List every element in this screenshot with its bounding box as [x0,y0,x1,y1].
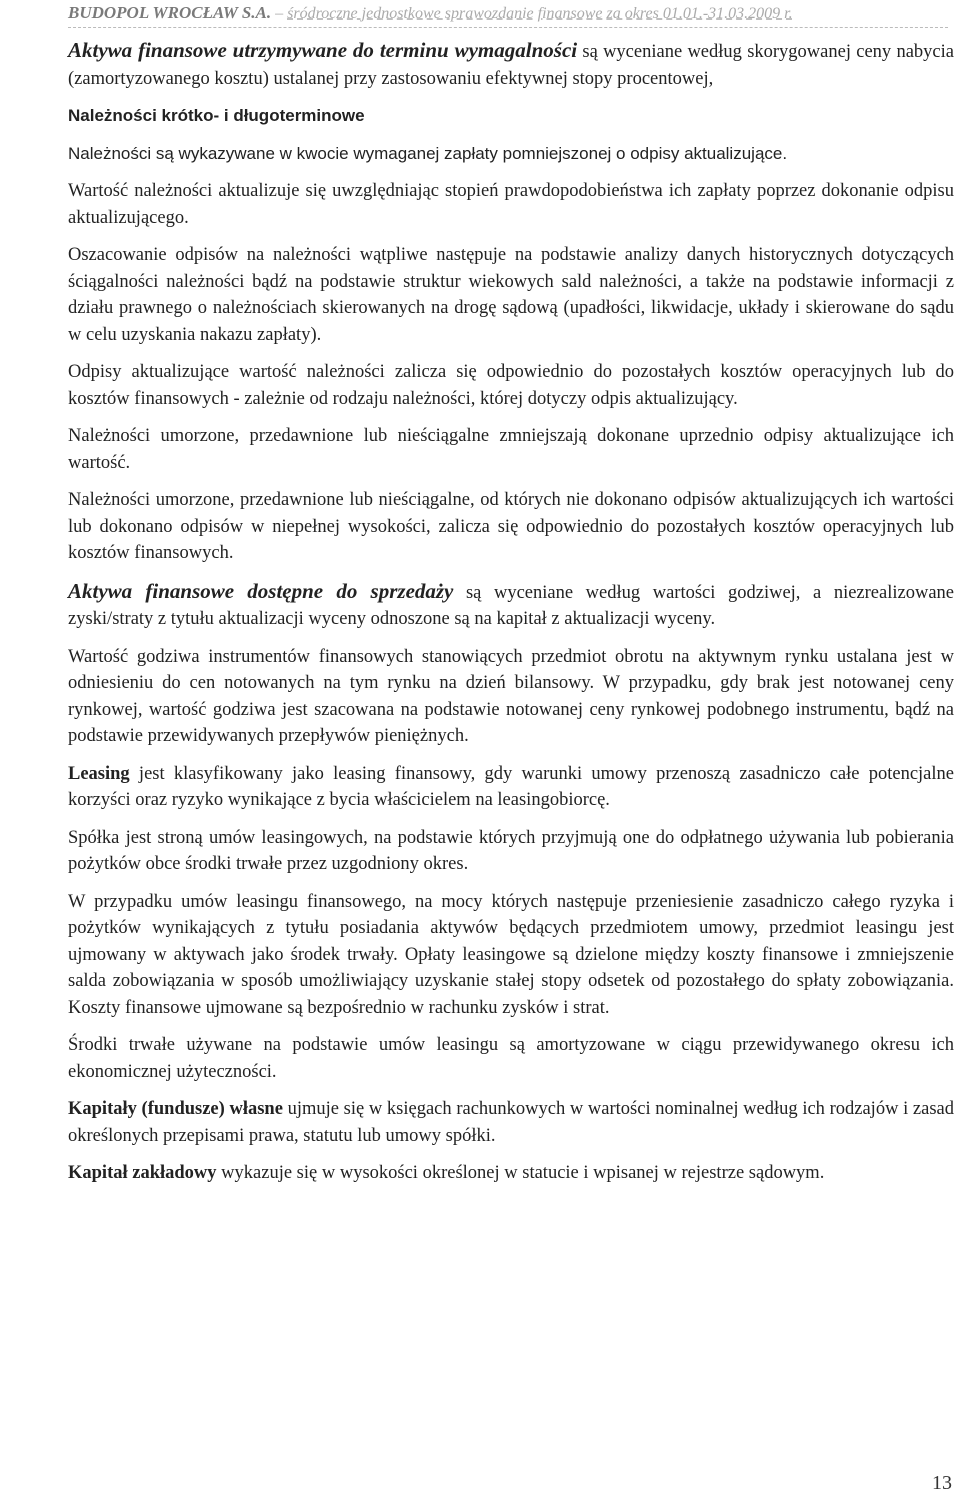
running-header [68,3,948,28]
paragraph-finance-lease: W przypadku umów leasingu finansowego, na mocy których następuje przeniesienie zasadniczo całego ryzyka i pożytków wynikających z tytułu posiadania aktywów będących przedmiotem umowy, przedmiot leasingu jest ujmowany w aktywach jako środek trwały. Opłaty leasingowe są dzielone między koszty finansowe i zmniejszenie salda zobowiązania w sposób umożliwiający uzyskanie stałej stopy odsetek od pozostałego do spłaty zobowiązania. Koszty finansowe ujmowane są bezpośrednio w rachunku zysków i strat. [68,891,954,1018]
paragraph-fair-value: Wartość godziwa instrumentów finansowych stanowiących przedmiot obrotu na aktywnym rynku ustalana jest w odniesieniu do cen notowanych na tym rynku na dzień bilansowy. W przypadku, gdy brak jest notowanej ceny rynkowej, wartość godziwa jest szacowana na podstawie notowanej ceny rynkowej podobnego instrumentu, bądź na podstawie przewidywanych przepływów pieniężnych. [68,646,954,746]
paragraph-leased-assets-depreciation: Środki trwałe używane na podstawie umów leasingu są amortyzowane w ciągu przewidywanego okresu ich ekonomicznej użyteczności. [68,1035,954,1082]
header-separator: – [271,5,288,22]
term-htm-assets: Aktywa finansowe utrzymywane do terminu wymagalności [68,38,578,62]
document-body [68,37,954,1198]
paragraph-receivables-value: Wartość należności aktualizuje się uwzględniając stopień prawdopodobieństwa ich zapłaty poprzez dokonanie odpisu aktualizującego. [68,181,954,228]
paragraph-text: są wyceniane według skorygowanej ceny nabycia (zamortyzowanego kosztu) ustalanej przy zastosowaniu efektywnej stopy procentowej, [68,42,954,89]
term-leasing: Leasing [68,763,130,784]
term-equity: Kapitały (fundusze) własne [68,1099,283,1119]
header-company: BUDOPOL WROCŁAW S.A. [68,3,272,22]
paragraph-text: wykazuje się w wysokości określonej w statucie i wpisanej w rejestrze sądowym. [216,1163,825,1183]
paragraph-afs-assets [68,578,954,633]
header-document-title: śródroczne jednostkowe sprawozdanie finansowe za okres 01.01.-31.03.2009 r. [287,5,793,22]
paragraph-text: ujmuje się w księgach rachunkowych w wartości nominalnej według ich rodzajów i zasad określonych przepisami prawa, statutu lub umowy spółki. [68,1099,955,1146]
term-share-capital: Kapitał zakładowy [68,1163,217,1183]
paragraph-equity [68,1096,954,1149]
paragraph-htm-assets [68,37,954,92]
page-number: 13 [932,1472,952,1494]
paragraph-written-off-receivables: Należności umorzone, przedawnione lub nieściągalne zmniejszają dokonane uprzednio odpisy aktualizujące ich wartość. [68,426,954,473]
paragraph-text: jest klasyfikowany jako leasing finansowy, gdy warunki umowy przenoszą zasadniczo całe potencjalne korzyści oraz ryzyko wynikające z bycia właścicielem na leasingobiorcę. [68,763,954,810]
paragraph-text: są wyceniane według wartości godziwej, a niezrealizowane zyski/straty z tytułu aktualizacji wyceny odnoszone są na kapitał z aktualizacji wyceny. [68,582,954,629]
paragraph-write-downs: Odpisy aktualizujące wartość należności zalicza się odpowiednio do pozostałych kosztów operacyjnych lub do kosztów finansowych - zależnie od rodzaju należności, której dotyczy odpis aktualizujący. [68,362,954,409]
term-afs-assets: Aktywa finansowe dostępne do sprzedaży [68,578,454,603]
paragraph-lease-contracts: Spółka jest stroną umów leasingowych, na podstawie których przyjmują one do odpłatnego używania lub pobierania pożytków obce środki trwałe przez uzgodniony okres. [68,827,954,874]
paragraph-leasing [68,761,954,814]
paragraph-receivables-amount: Należności są wykazywane w kwocie wymaganej zapłaty pomniejszonej o odpisy aktualizujące. [68,143,788,163]
paragraph-share-capital [68,1160,954,1187]
paragraph-uncollectible-receivables: Należności umorzone, przedawnione lub nieściągalne, od których nie dokonano odpisów aktualizujących ich wartości lub dokonano odpisów w niepełnej wysokości, zalicza się odpowiednio do pozostałych kosztów operacyjnych lub kosztów finansowych. [68,490,954,563]
section-heading-receivables: Należności krótko- i długoterminowe [68,106,365,125]
paragraph-doubtful-receivables: Oszacowanie odpisów na należności wątpliwe następuje na podstawie analizy danych historycznych dotyczących ściągalności należności bądź na podstawie struktur wiekowych sald należności, a także na podstawie informacji z działu prawnego o należnościach skierowanych na drogę sądową (upadłości, likwidacje, układy i skierowane do sądu w celu uzyskania nakazu zapłaty). [68,245,954,345]
